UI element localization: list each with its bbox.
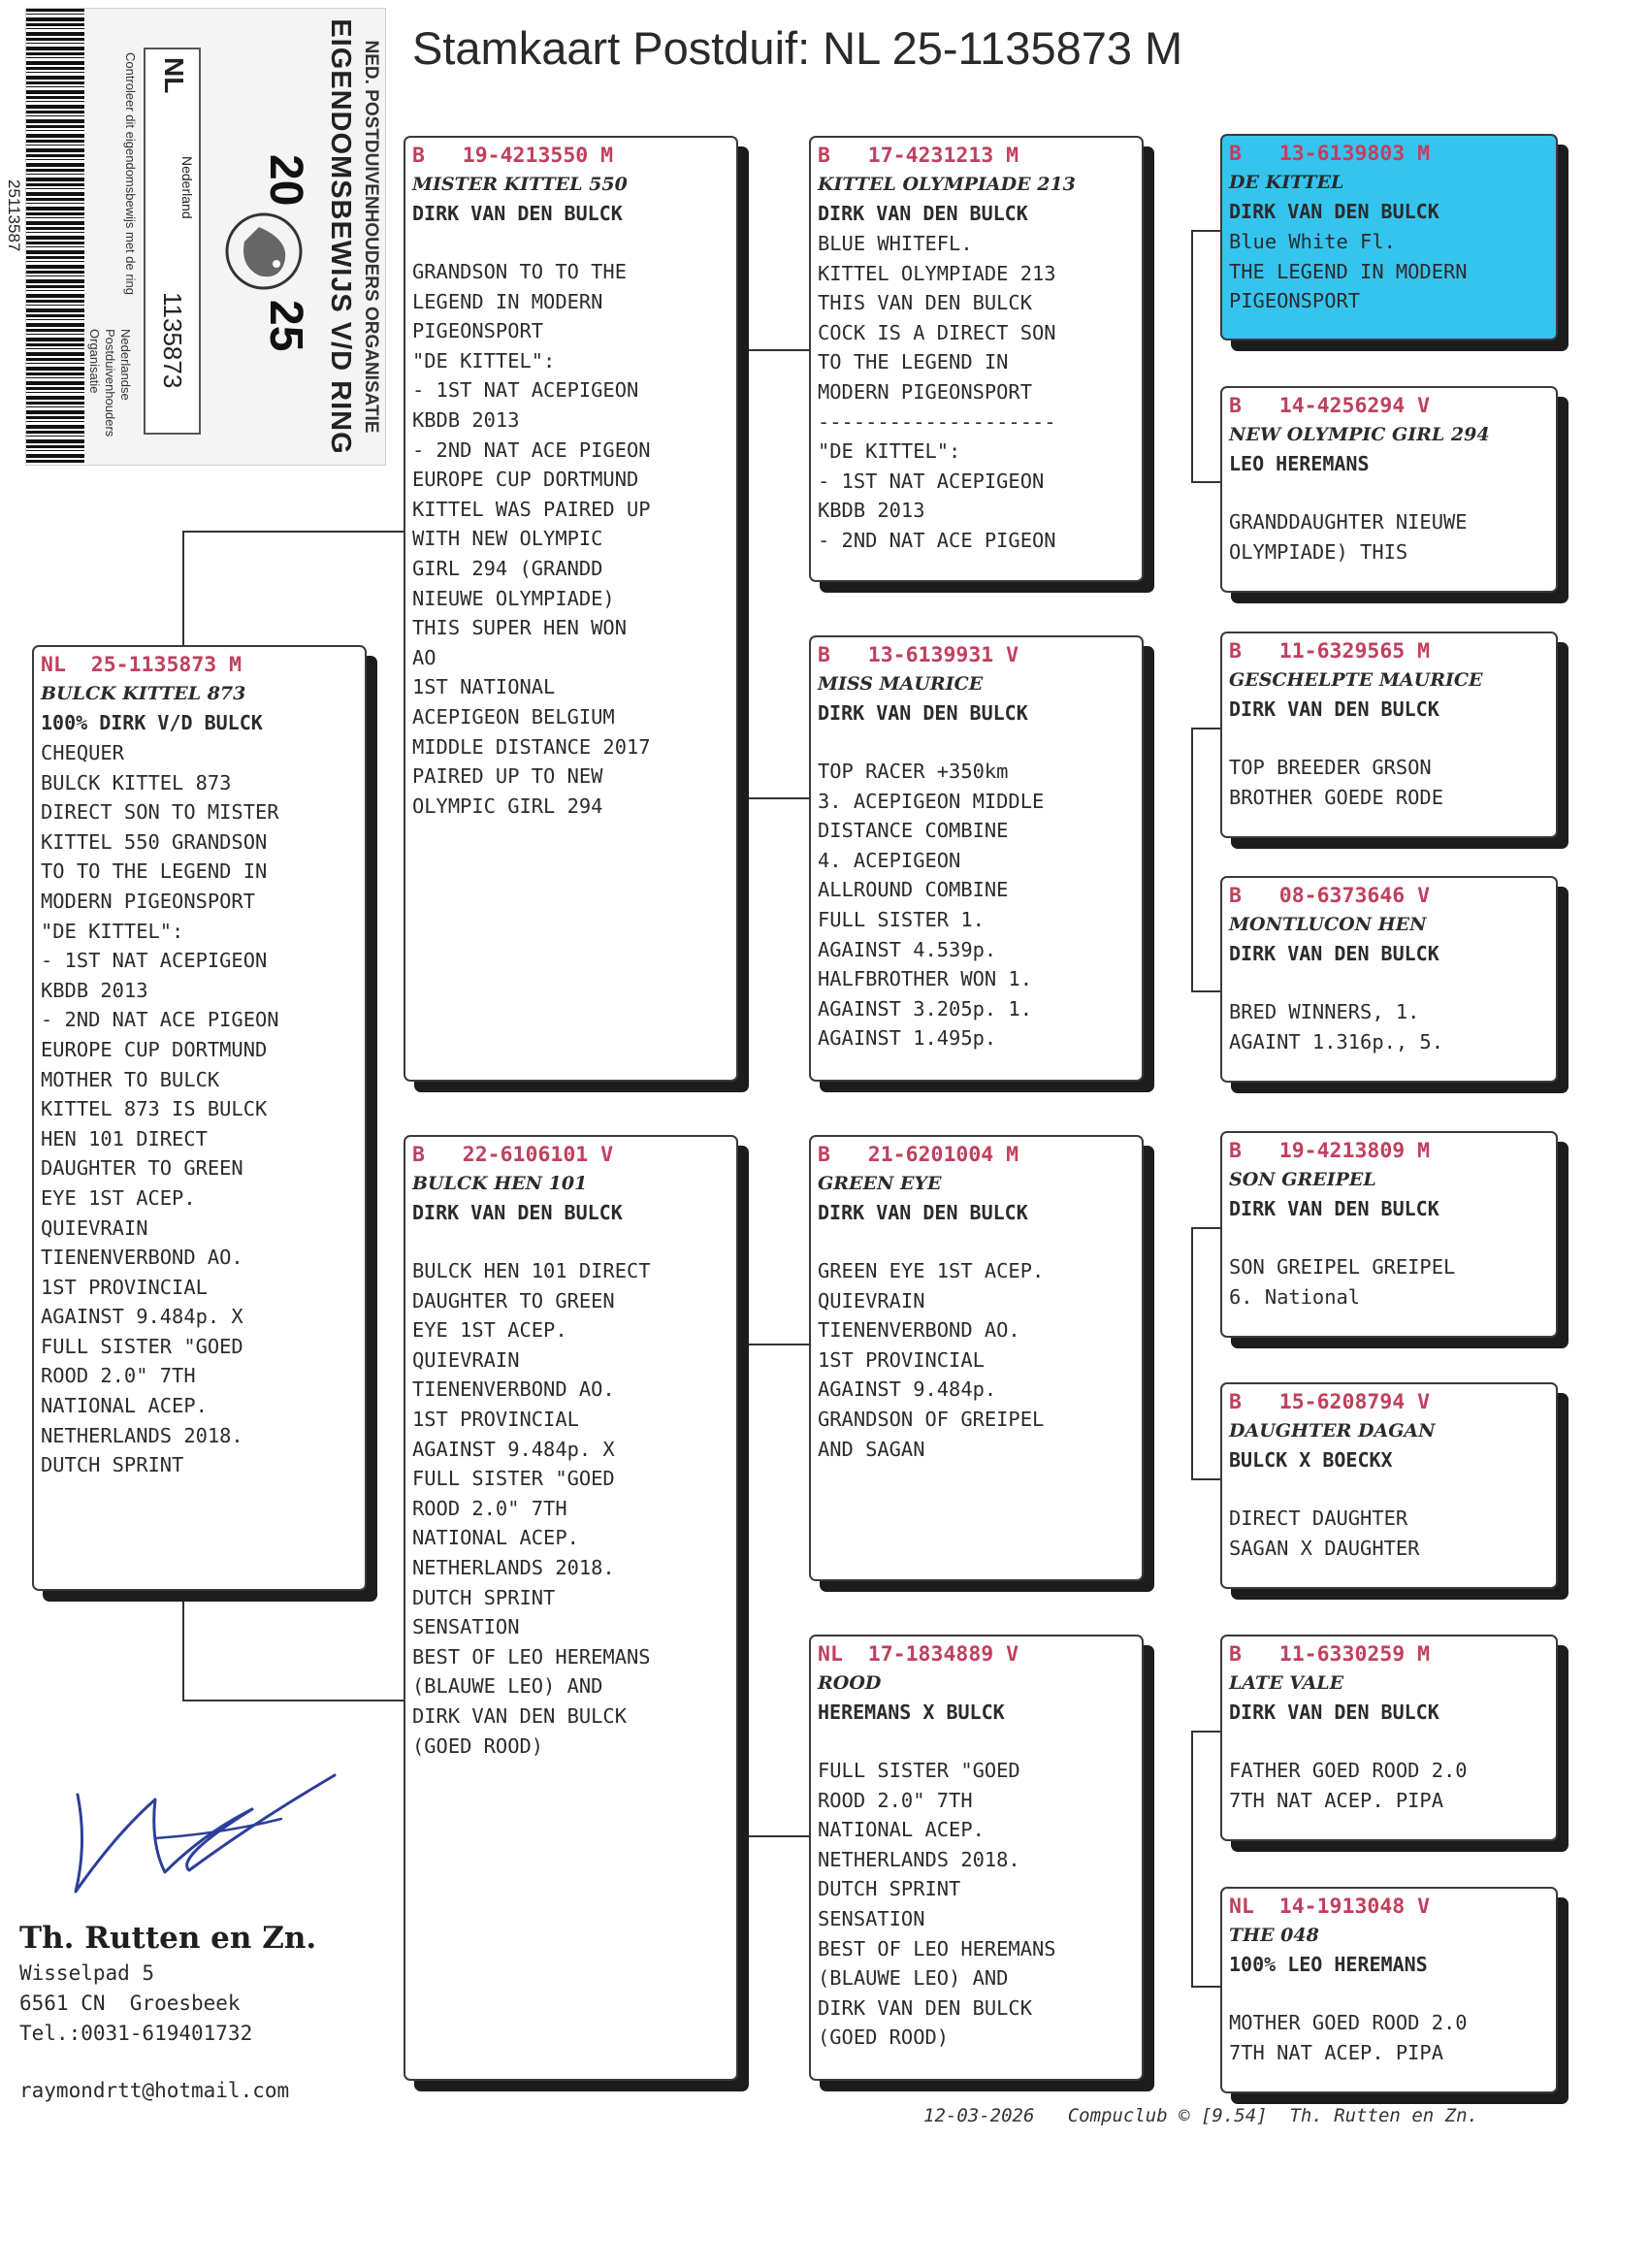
ring-certificate-content	[26, 9, 385, 465]
pigeon-name: ROOD	[818, 1672, 882, 1694]
connector	[182, 1700, 404, 1701]
breeder-email: raymondrtt@hotmail.com	[19, 2079, 290, 2102]
connector	[1191, 728, 1193, 991]
pigeon-owner: HEREMANS X BULCK	[818, 1701, 1005, 1724]
connector	[1191, 1227, 1193, 1479]
pigeon-ring-number: NL 17-1834889 V	[818, 1642, 1019, 1667]
pigeon-owner: 100% DIRK V/D BULCK	[41, 711, 263, 734]
pigeon-logo-icon	[220, 208, 317, 295]
ring-certificate	[25, 8, 386, 466]
pigeon-owner: DIRK VAN DEN BULCK	[1229, 200, 1439, 223]
connector	[182, 531, 184, 647]
pigeon-name: NEW OLYMPIC GIRL 294	[1229, 424, 1490, 445]
breeder-phone: Tel.:0031-619401732	[19, 2022, 253, 2045]
connector	[1191, 481, 1220, 483]
pigeon-description: GRANDSON TO TO THE LEGEND IN MODERN PIGEONSPORT "DE KITTEL": - 1ST NAT ACEPIGEON KBDB 2013 - 2ND NAT ACE PIGEON EUROPE CUP DORTMUND KITTEL WAS PAIRED UP WITH NEW OLYMPIC GIRL 294 (GRANDD NIEUWE OLYMPIADE) THIS SUPER HEN WON AO 1ST NATIONAL ACEPIGEON BELGIUM MIDDLE DISTANCE 2017 PAIRED UP TO NEW OLYMPIC GIRL 294	[412, 260, 651, 818]
connector	[737, 349, 810, 351]
pigeon-owner: DIRK VAN DEN BULCK	[1229, 697, 1439, 721]
great-grandparent-card-1	[1220, 134, 1558, 340]
ring-country-code: NL	[159, 57, 189, 94]
pigeon-name: GESCHELPTE MAURICE	[1229, 669, 1483, 691]
great-grandparent-card-3	[1220, 632, 1558, 838]
pigeon-name: THE 048	[1229, 1925, 1319, 1946]
ring-country-name: Nederland	[179, 156, 195, 219]
pigeon-ring-number: B 21-6201004 M	[818, 1143, 1019, 1167]
great-grandparent-card-6	[1220, 1382, 1558, 1589]
pigeon-description: Blue White Fl. THE LEGEND IN MODERN PIGEONSPORT	[1229, 230, 1468, 313]
pigeon-name: MISS MAURICE	[818, 673, 984, 695]
pigeon-description: FATHER GOED ROOD 2.0 7TH NAT ACEP. PIPA	[1229, 1759, 1468, 1812]
pigeon-description: BLUE WHITEFL. KITTEL OLYMPIADE 213 THIS VAN DEN BULCK COCK IS A DIRECT SON TO THE LEGEND IN MODERN PIGEONSPORT -------------------- "DE KITTEL": - 1ST NAT ACEPIGEON KBDB 2013 - 2ND NAT ACE PIGEON	[818, 232, 1056, 552]
pigeon-owner: DIRK VAN DEN BULCK	[1229, 1701, 1439, 1724]
main-pigeon-card	[32, 645, 367, 1591]
pigeon-ring-number: B 14-4256294 V	[1229, 394, 1431, 418]
pigeon-owner: DIRK VAN DEN BULCK	[412, 1201, 623, 1224]
great-grandparent-card-2	[1220, 386, 1558, 593]
pigeon-ring-number: B 17-4231213 M	[818, 144, 1019, 168]
connector	[1191, 990, 1220, 992]
connector	[737, 797, 810, 799]
parent-card-dam	[404, 1135, 738, 2081]
pigeon-description: SON GREIPEL GREIPEL 6. National	[1229, 1255, 1456, 1309]
pigeon-owner: 100% LEO HEREMANS	[1229, 1953, 1428, 1976]
ring-number: 1135873	[158, 292, 187, 389]
ring-logo-line2: Postduivenhouders	[103, 329, 117, 437]
pigeon-owner: DIRK VAN DEN BULCK	[818, 202, 1028, 225]
barcode-number: 25113587	[5, 179, 23, 252]
connector	[1191, 1227, 1220, 1229]
pigeon-owner: BULCK X BOECKX	[1229, 1448, 1393, 1472]
connector	[737, 1344, 810, 1345]
pigeon-owner: DIRK VAN DEN BULCK	[818, 701, 1028, 725]
connector	[737, 1835, 810, 1837]
pigeon-description: BRED WINNERS, 1. AGAINT 1.316p., 5.	[1229, 1000, 1443, 1053]
ring-note: Controleer dit eigendomsbewijs met de ring	[123, 52, 138, 296]
pigeon-ring-number: B 11-6329565 M	[1229, 639, 1431, 664]
pigeon-ring-number: B 08-6373646 V	[1229, 884, 1431, 908]
ring-organization: NED. POSTDUIVENHOUDERS ORGANISATIE	[361, 40, 381, 434]
pigeon-name: GREEN EYE	[818, 1173, 942, 1194]
connector	[1191, 1731, 1220, 1733]
ring-logo-line1: Nederlandse	[118, 329, 133, 401]
pigeon-name: MISTER KITTEL 550	[412, 174, 628, 195]
pigeon-name: DE KITTEL	[1229, 172, 1344, 193]
signature	[58, 1766, 349, 1901]
pigeon-description: TOP BREEDER GRSON BROTHER GOEDE RODE	[1229, 756, 1443, 809]
breeder-name: Th. Rutten en Zn.	[19, 1921, 317, 1956]
pigeon-description: GREEN EYE 1ST ACEP. QUIEVRAIN TIENENVERBOND AO. 1ST PROVINCIAL AGAINST 9.484p. GRANDSON OF GREIPEL AND SAGAN	[818, 1259, 1045, 1461]
ring-year-left: 20	[260, 154, 311, 207]
pigeon-name: BULCK KITTEL 873	[41, 683, 246, 704]
pigeon-name: KITTEL OLYMPIADE 213	[818, 174, 1076, 195]
pigeon-description: MOTHER GOED ROOD 2.0 7TH NAT ACEP. PIPA	[1229, 2011, 1468, 2064]
pigeon-name: MONTLUCON HEN	[1229, 914, 1427, 935]
pigeon-owner: DIRK VAN DEN BULCK	[1229, 1197, 1439, 1220]
ring-logo-line3: Organisatie	[87, 329, 102, 394]
pigeon-description: CHEQUER BULCK KITTEL 873 DIRECT SON TO MISTER KITTEL 550 GRANDSON TO TO THE LEGEND IN MODERN PIGEONSPORT "DE KITTEL": - 1ST NAT ACEPIGEON KBDB 2013 - 2ND NAT ACE PIGEON EUROPE CUP DORTMUND MOTHER TO BULCK KITTEL 873 IS BULCK HEN 101 DIRECT DAUGHTER TO GREEN EYE 1ST ACEP. QUIEVRAIN TIENENVERBOND AO. 1ST PROVINCIAL AGAINST 9.484p. X FULL SISTER "GOED ROOD 2.0" 7TH NATIONAL ACEP. NETHERLANDS 2018. DUTCH SPRINT	[41, 741, 279, 1477]
pigeon-ring-number: NL 25-1135873 M	[41, 653, 242, 677]
pigeon-ring-number: B 13-6139931 V	[818, 643, 1019, 667]
pigeon-ring-number: B 22-6106101 V	[412, 1143, 614, 1167]
pigeon-description: FULL SISTER "GOED ROOD 2.0" 7TH NATIONAL ACEP. NETHERLANDS 2018. DUTCH SPRINT SENSATION BEST OF LEO HEREMANS (BLAUWE LEO) AND DIRK VAN DEN BULCK (GOED ROOD)	[818, 1759, 1056, 2050]
pigeon-ring-number: B 11-6330259 M	[1229, 1642, 1431, 1667]
great-grandparent-card-8	[1220, 1887, 1558, 2093]
ring-certificate-heading: EIGENDOMSBEWIJS V/D RING	[325, 18, 356, 455]
footer-credit: 12-03-2026 Compuclub © [9.54] Th. Rutten en Zn.	[923, 2105, 1478, 2126]
ring-year-right: 25	[260, 300, 311, 352]
great-grandparent-card-7	[1220, 1635, 1558, 1841]
breeder-street: Wisselpad 5	[19, 1961, 155, 1985]
breeder-city: 6561 CN Groesbeek	[19, 1992, 241, 2015]
great-grandparent-card-5	[1220, 1131, 1558, 1338]
grandparent-card-2	[809, 635, 1144, 1082]
pigeon-description: DIRECT DAUGHTER SAGAN X DAUGHTER	[1229, 1507, 1420, 1560]
grandparent-card-4	[809, 1635, 1144, 2081]
connector	[1191, 1986, 1220, 1988]
pigeon-owner: LEO HEREMANS	[1229, 452, 1370, 475]
pigeon-description: GRANDDAUGHTER NIEUWE OLYMPIADE) THIS	[1229, 510, 1468, 564]
pigeon-name: SON GREIPEL	[1229, 1169, 1376, 1190]
connector	[1191, 230, 1193, 482]
grandparent-card-3	[809, 1135, 1144, 1581]
pigeon-name: DAUGHTER DAGAN	[1229, 1420, 1436, 1442]
connector	[1191, 1731, 1193, 1987]
pigeon-description: TOP RACER +350km 3. ACEPIGEON MIDDLE DISTANCE COMBINE 4. ACEPIGEON ALLROUND COMBINE FULL SISTER 1. AGAINST 4.539p. HALFBROTHER WON 1. AGAINST 3.205p. 1. AGAINST 1.495p.	[818, 760, 1045, 1051]
pigeon-ring-number: B 13-6139803 M	[1229, 142, 1431, 166]
pigeon-name: BULCK HEN 101	[412, 1173, 588, 1194]
connector	[1191, 728, 1220, 729]
page-title: Stamkaart Postduif: NL 25-1135873 M	[412, 22, 1183, 74]
parent-card-sire	[404, 136, 738, 1082]
pigeon-description: BULCK HEN 101 DIRECT DAUGHTER TO GREEN EYE 1ST ACEP. QUIEVRAIN TIENENVERBOND AO. 1ST PROVINCIAL AGAINST 9.484p. X FULL SISTER "GOED ROOD 2.0" 7TH NATIONAL ACEP. NETHERLANDS 2018. DUTCH SPRINT SENSATION BEST OF LEO HEREMANS (BLAUWE LEO) AND DIRK VAN DEN BULCK (GOED ROOD)	[412, 1259, 651, 1758]
pigeon-ring-number: B 19-4213809 M	[1229, 1139, 1431, 1163]
connector	[1191, 230, 1220, 232]
grandparent-card-1	[809, 136, 1144, 582]
pigeon-owner: DIRK VAN DEN BULCK	[1229, 942, 1439, 965]
pigeon-name: LATE VALE	[1229, 1672, 1344, 1694]
connector	[182, 531, 404, 533]
barcode	[26, 9, 84, 465]
ring-number-box	[144, 48, 201, 435]
pigeon-owner: DIRK VAN DEN BULCK	[412, 202, 623, 225]
pigeon-ring-number: B 19-4213550 M	[412, 144, 614, 168]
pigeon-owner: DIRK VAN DEN BULCK	[818, 1201, 1028, 1224]
pigeon-ring-number: B 15-6208794 V	[1229, 1390, 1431, 1414]
connector	[1191, 1478, 1220, 1480]
great-grandparent-card-4	[1220, 876, 1558, 1083]
pigeon-ring-number: NL 14-1913048 V	[1229, 1895, 1431, 1919]
